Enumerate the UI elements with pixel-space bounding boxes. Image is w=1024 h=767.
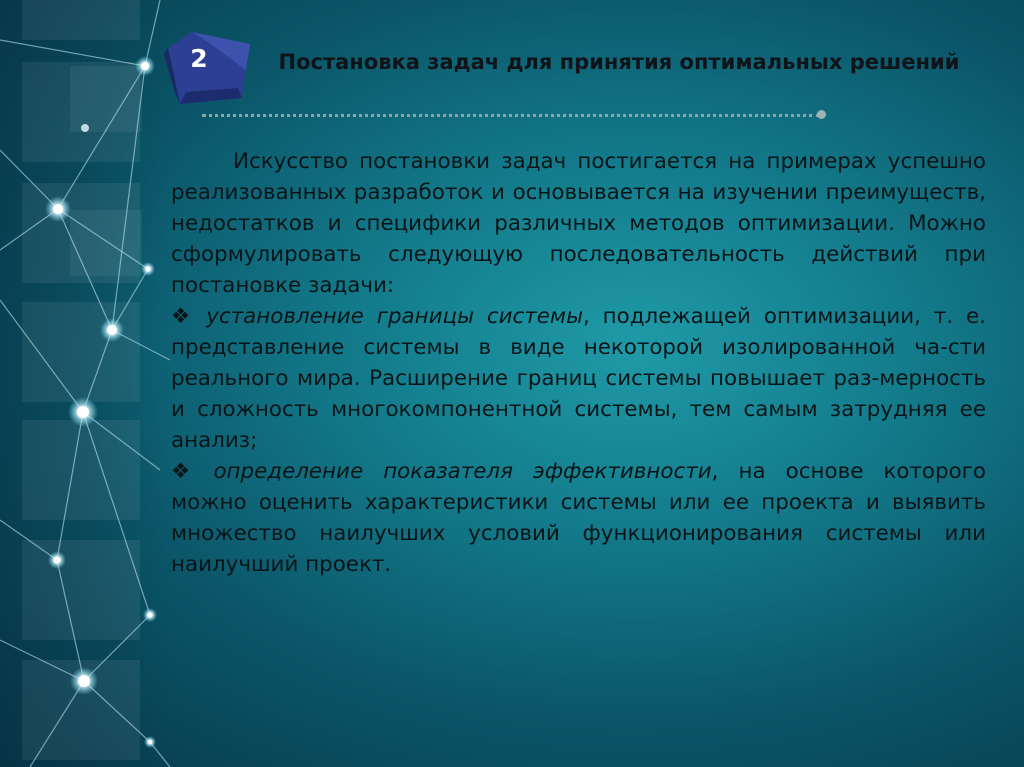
bullet-term: определение показателя эффективности	[213, 459, 712, 484]
bullet-term: установление границы системы	[206, 304, 583, 329]
title-divider	[202, 114, 820, 117]
bullet-item	[171, 456, 986, 580]
diamond-bullet-icon: ❖	[171, 459, 204, 484]
bullet-item	[171, 301, 986, 456]
bullet-text: , подлежащей оптимизации, т. е. представление системы в виде некоторой изолированной ча-сти реального мира. Расширение границ системы повышает раз-мерность и сложность многокомпонентной системы, тем самым затрудняя ее анализ;	[171, 304, 986, 453]
bullet-text: , на основе которого можно оценить характеристики системы или ее проекта и выявить множество наилучших условий функционирования системы или наилучший проект.	[171, 459, 986, 577]
intro-paragraph: Искусство постановки задач постигается на примерах успешно реализованных разработок и основывается на изучении преимуществ, недостатков и специфики различных методов оптимизации. Можно сформулировать следующую последовательность действий при постановке задачи:	[171, 149, 986, 298]
divider-end-dot	[817, 110, 826, 119]
slide-body	[171, 146, 986, 580]
slide-title: Постановка задач для принятия оптимальных решений	[278, 50, 960, 74]
diamond-bullet-icon: ❖	[171, 304, 197, 329]
slide-number: 2	[190, 44, 208, 73]
